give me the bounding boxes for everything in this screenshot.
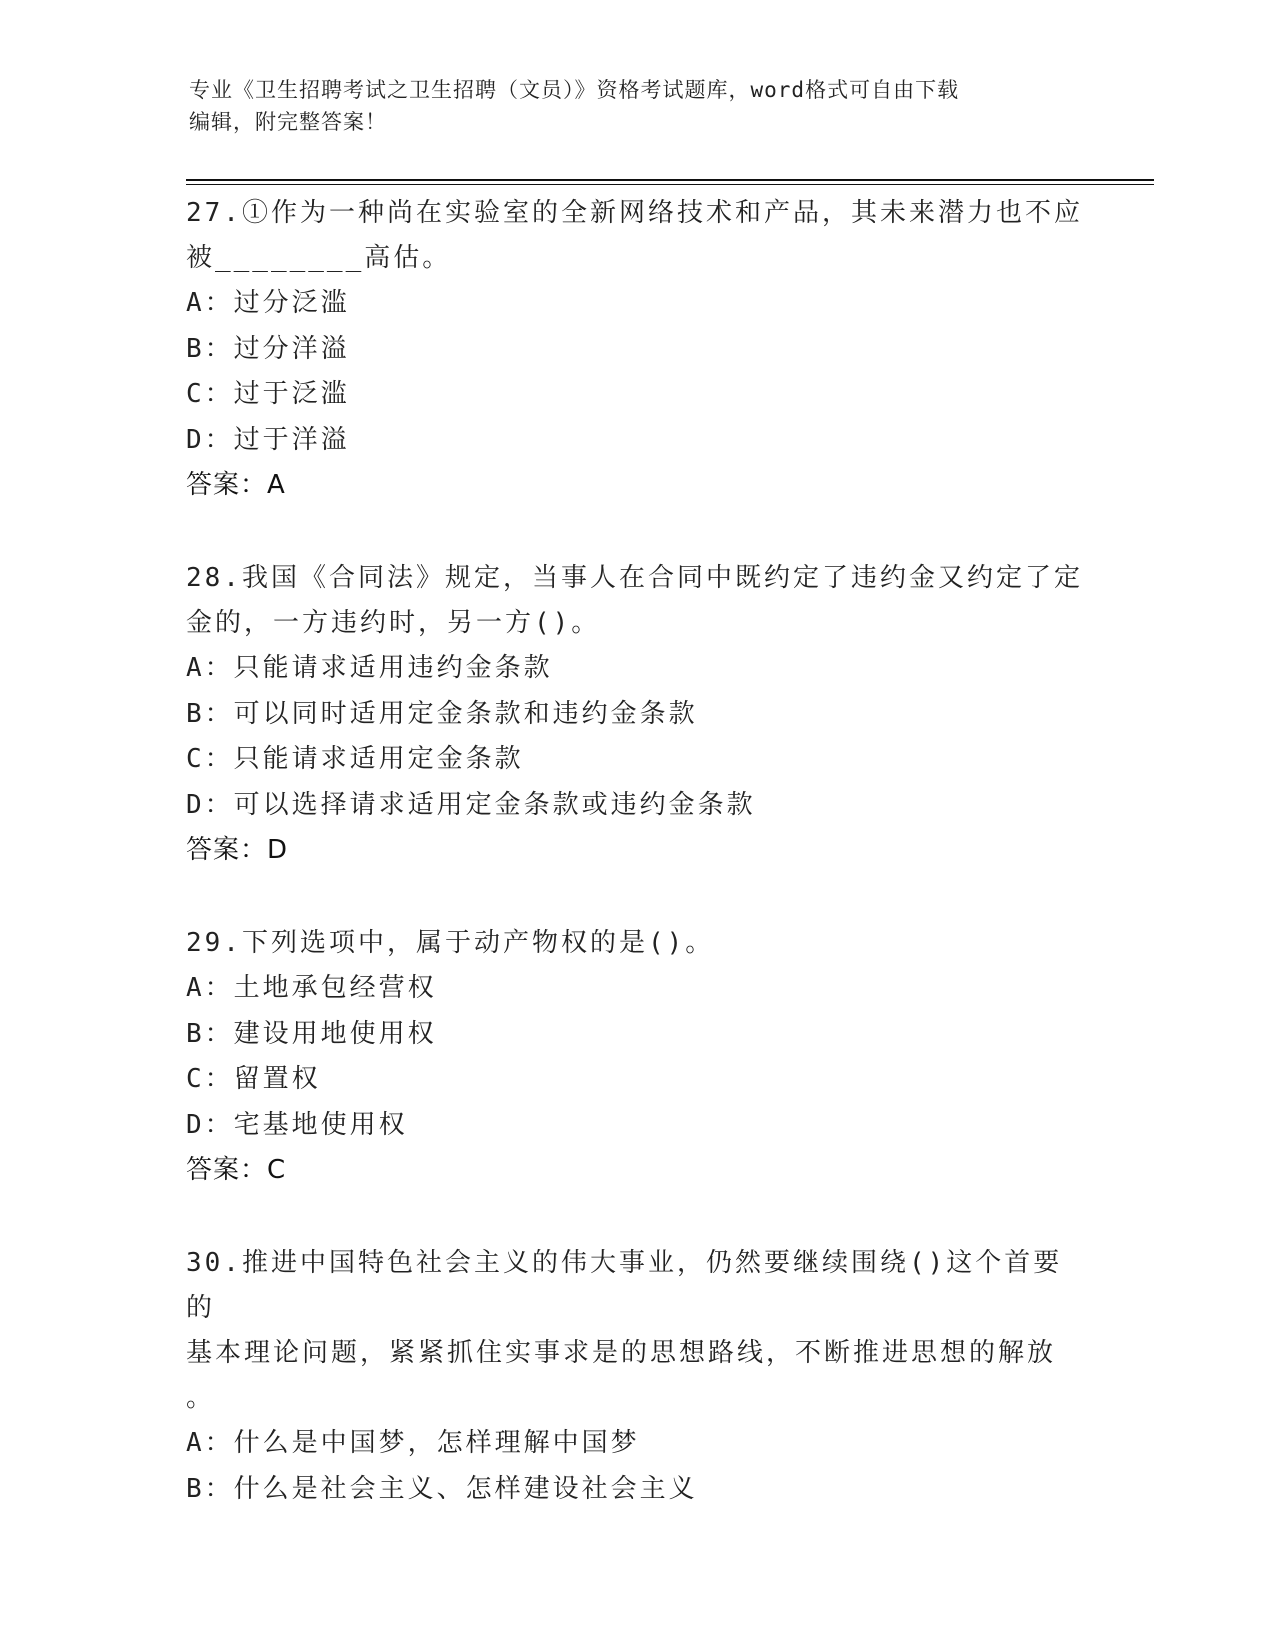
option-b: B：建设用地使用权 bbox=[186, 1018, 437, 1049]
option-c: C：留置权 bbox=[186, 1064, 321, 1094]
stem-line: 基本理论问题，紧紧抓住实事求是的思想路线，不断推进思想的解放 bbox=[186, 1338, 1057, 1368]
answer-line: 答案：A bbox=[186, 470, 286, 500]
header-line-2: 编辑，附完整答案！ bbox=[189, 110, 387, 134]
question-30 bbox=[186, 1238, 1086, 1512]
stem-line: 27.①作为一种尚在实验室的全新网络技术和产品，其未来潜力也不应 bbox=[186, 198, 1083, 228]
option-d: D：宅基地使用权 bbox=[186, 1109, 408, 1140]
option-b: B：可以同时适用定金条款和违约金条款 bbox=[186, 698, 698, 729]
question-27 bbox=[186, 188, 1086, 508]
header-divider-thin bbox=[186, 184, 1154, 185]
option-a: A：只能请求适用违约金条款 bbox=[186, 653, 553, 683]
stem-line: 30.推进中国特色社会主义的伟大事业，仍然要继续围绕()这个首要的 bbox=[186, 1248, 1063, 1323]
option-a: A：什么是中国梦，怎样理解中国梦 bbox=[186, 1428, 640, 1458]
option-d: D：可以选择请求适用定金条款或违约金条款 bbox=[186, 789, 756, 820]
stem-line: 。 bbox=[186, 1383, 216, 1413]
question-stem bbox=[186, 918, 1086, 966]
stem-line: 29.下列选项中，属于动产物权的是()。 bbox=[186, 928, 715, 958]
option-c: C：只能请求适用定金条款 bbox=[186, 744, 524, 774]
header-divider-thick bbox=[186, 179, 1154, 181]
option-b: B：过分洋溢 bbox=[186, 333, 350, 364]
question-29 bbox=[186, 918, 1086, 1193]
option-a: A：土地承包经营权 bbox=[186, 973, 437, 1003]
question-stem bbox=[186, 1238, 1086, 1421]
option-c: C：过于泛滥 bbox=[186, 379, 350, 409]
answer-line: 答案：C bbox=[186, 1155, 287, 1185]
option-b: B：什么是社会主义、怎样建设社会主义 bbox=[186, 1473, 698, 1504]
question-28 bbox=[186, 553, 1086, 873]
stem-line: 被________高估。 bbox=[186, 243, 452, 273]
document-header bbox=[189, 74, 1089, 138]
answer-line: 答案：D bbox=[186, 835, 289, 865]
option-d: D：过于洋溢 bbox=[186, 424, 350, 455]
question-stem bbox=[186, 188, 1086, 281]
header-line-1: 专业《卫生招聘考试之卫生招聘（文员）》资格考试题库，word格式可自由下载 bbox=[189, 78, 960, 102]
stem-line: 28.我国《合同法》规定，当事人在合同中既约定了违约金又约定了定 bbox=[186, 563, 1083, 593]
option-a: A：过分泛滥 bbox=[186, 288, 350, 318]
stem-line: 金的，一方违约时，另一方()。 bbox=[186, 608, 601, 638]
question-list bbox=[186, 188, 1086, 1512]
question-stem bbox=[186, 553, 1086, 646]
